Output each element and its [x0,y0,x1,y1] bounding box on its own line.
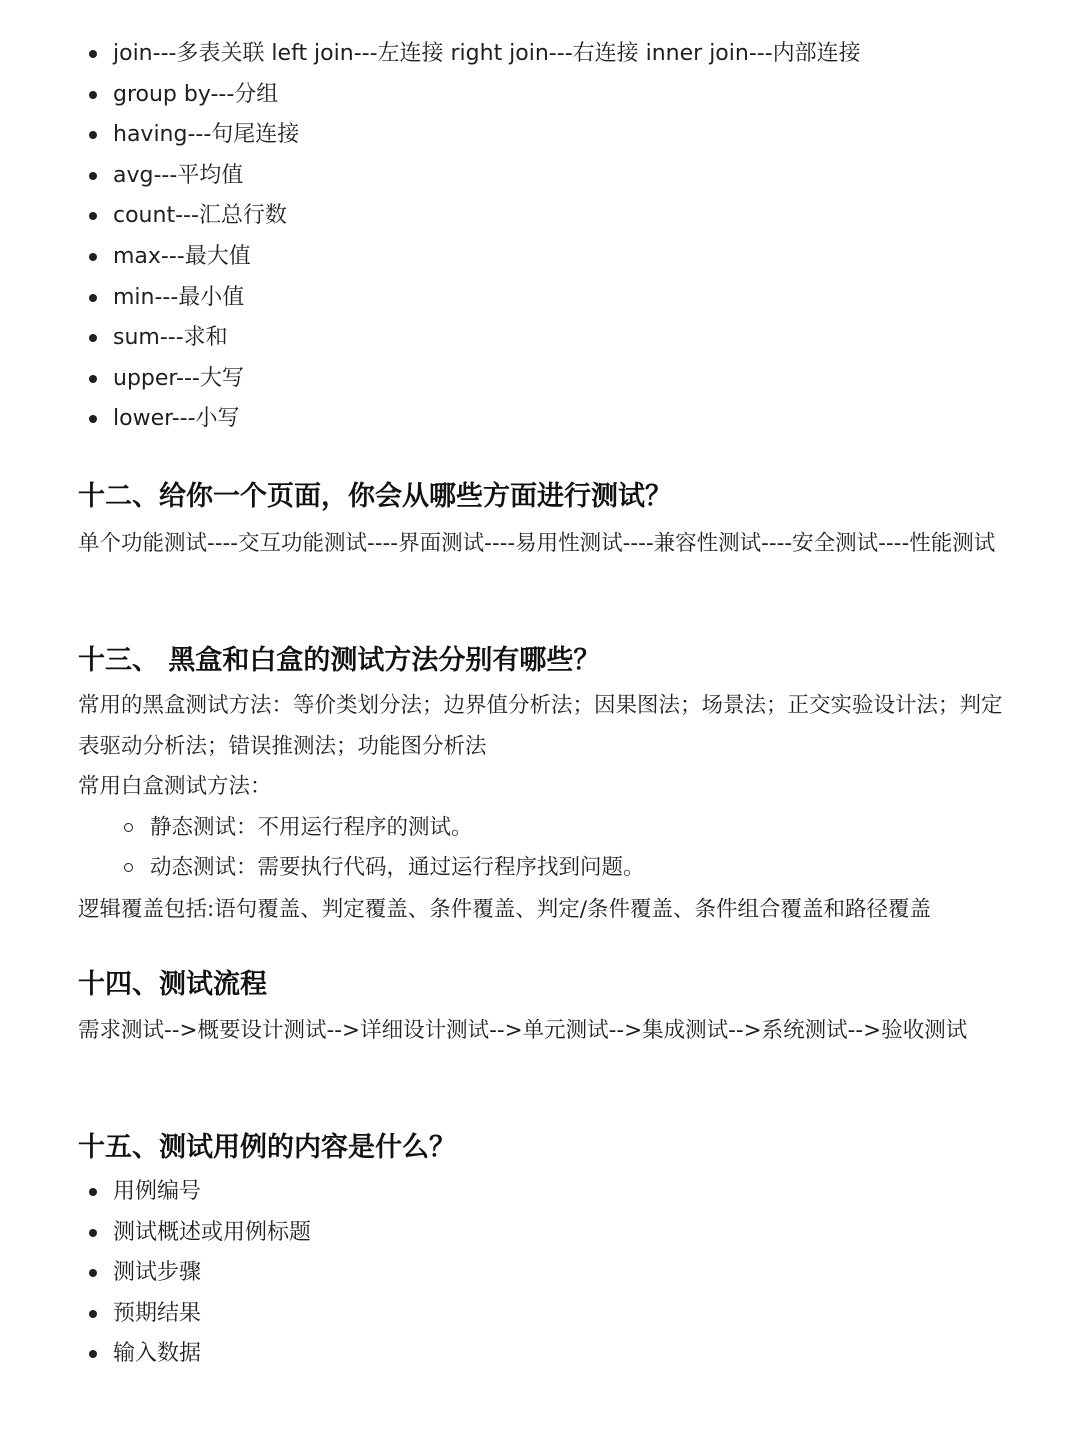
section-14-body: 需求测试-->概要设计测试-->详细设计测试-->单元测试-->集成测试-->系统测试-->验收测试 [78,1018,968,1043]
bullet-icon [89,172,97,180]
list-item [0,75,1080,116]
whitebox-methods-list [0,808,1080,888]
bullet-icon [89,415,97,423]
list-item [0,115,1080,156]
section-14-heading: 十四、测试流程 [78,969,267,1000]
sql-keyword-list [0,34,1080,440]
list-item [0,318,1080,359]
bullet-icon [89,131,97,139]
list-item [0,34,1080,75]
list-item-text: 测试步骤 [113,1260,202,1286]
list-item-text: having---句尾连接 [113,122,300,148]
circle-bullet-icon [124,863,133,872]
list-item-text: 预期结果 [113,1300,202,1326]
bullet-icon [89,1269,97,1277]
list-item [0,1213,1080,1254]
list-item [0,1253,1080,1294]
list-item-text: 静态测试：不用运行程序的测试。 [150,815,473,840]
list-item [0,237,1080,278]
section-15-heading: 十五、测试用例的内容是什么？ [78,1132,456,1163]
list-item-text: max---最大值 [113,243,251,269]
list-item-text: lower---小写 [113,406,240,432]
whitebox-methods-title: 常用白盒测试方法： [78,774,272,799]
blackbox-methods-text: 常用的黑盒测试方法：等价类划分法；边界值分析法；因果图法；场景法；正交实验设计法；判定表驱动分析法；错误推测法；功能图分析法 [78,693,1003,759]
list-item [0,156,1080,197]
list-item [0,196,1080,237]
section-13-heading: 十三、 黑盒和白盒的测试方法分别有哪些？ [78,645,601,676]
bullet-icon [89,212,97,220]
circle-bullet-icon [124,823,133,832]
bullet-icon [89,50,97,58]
list-item [0,278,1080,319]
bullet-icon [89,1350,97,1358]
list-item [0,1172,1080,1213]
bullet-icon [89,1188,97,1196]
list-item-text: 测试概述或用例标题 [113,1219,312,1245]
list-item-text: avg---平均值 [113,162,244,188]
bullet-icon [89,294,97,302]
bullet-icon [89,1229,97,1237]
list-item-text: join---多表关联 left join---左连接 right join---右连接 inner join---内部连接 [113,41,861,66]
bullet-icon [89,375,97,383]
section-12-body: 单个功能测试----交互功能测试----界面测试----易用性测试----兼容性测试----安全测试----性能测试 [78,531,996,556]
list-item-text: upper---大写 [113,365,244,391]
test-case-content-list [0,1172,1080,1375]
bullet-icon [89,253,97,261]
list-item [0,399,1080,440]
list-item-text: count---汇总行数 [113,203,287,229]
list-item [0,1334,1080,1375]
logic-coverage-text: 逻辑覆盖包括:语句覆盖、判定覆盖、条件覆盖、判定/条件覆盖、条件组合覆盖和路径覆盖 [78,897,931,922]
list-item [0,1294,1080,1335]
section-12-heading: 十二、给你一个页面，你会从哪些方面进行测试？ [78,481,672,512]
list-item-text: 输入数据 [113,1341,202,1367]
list-item-text: 动态测试：需要执行代码，通过运行程序找到问题。 [150,855,645,880]
list-item-text: min---最小值 [113,284,245,310]
bullet-icon [89,334,97,342]
bullet-icon [89,91,97,99]
list-item-text: group by---分组 [113,81,279,107]
list-item [0,808,1080,848]
list-item-text: 用例编号 [113,1179,202,1204]
bullet-icon [89,1310,97,1318]
list-item [0,359,1080,400]
list-item-text: sum---求和 [113,325,228,351]
list-item [0,848,1080,888]
